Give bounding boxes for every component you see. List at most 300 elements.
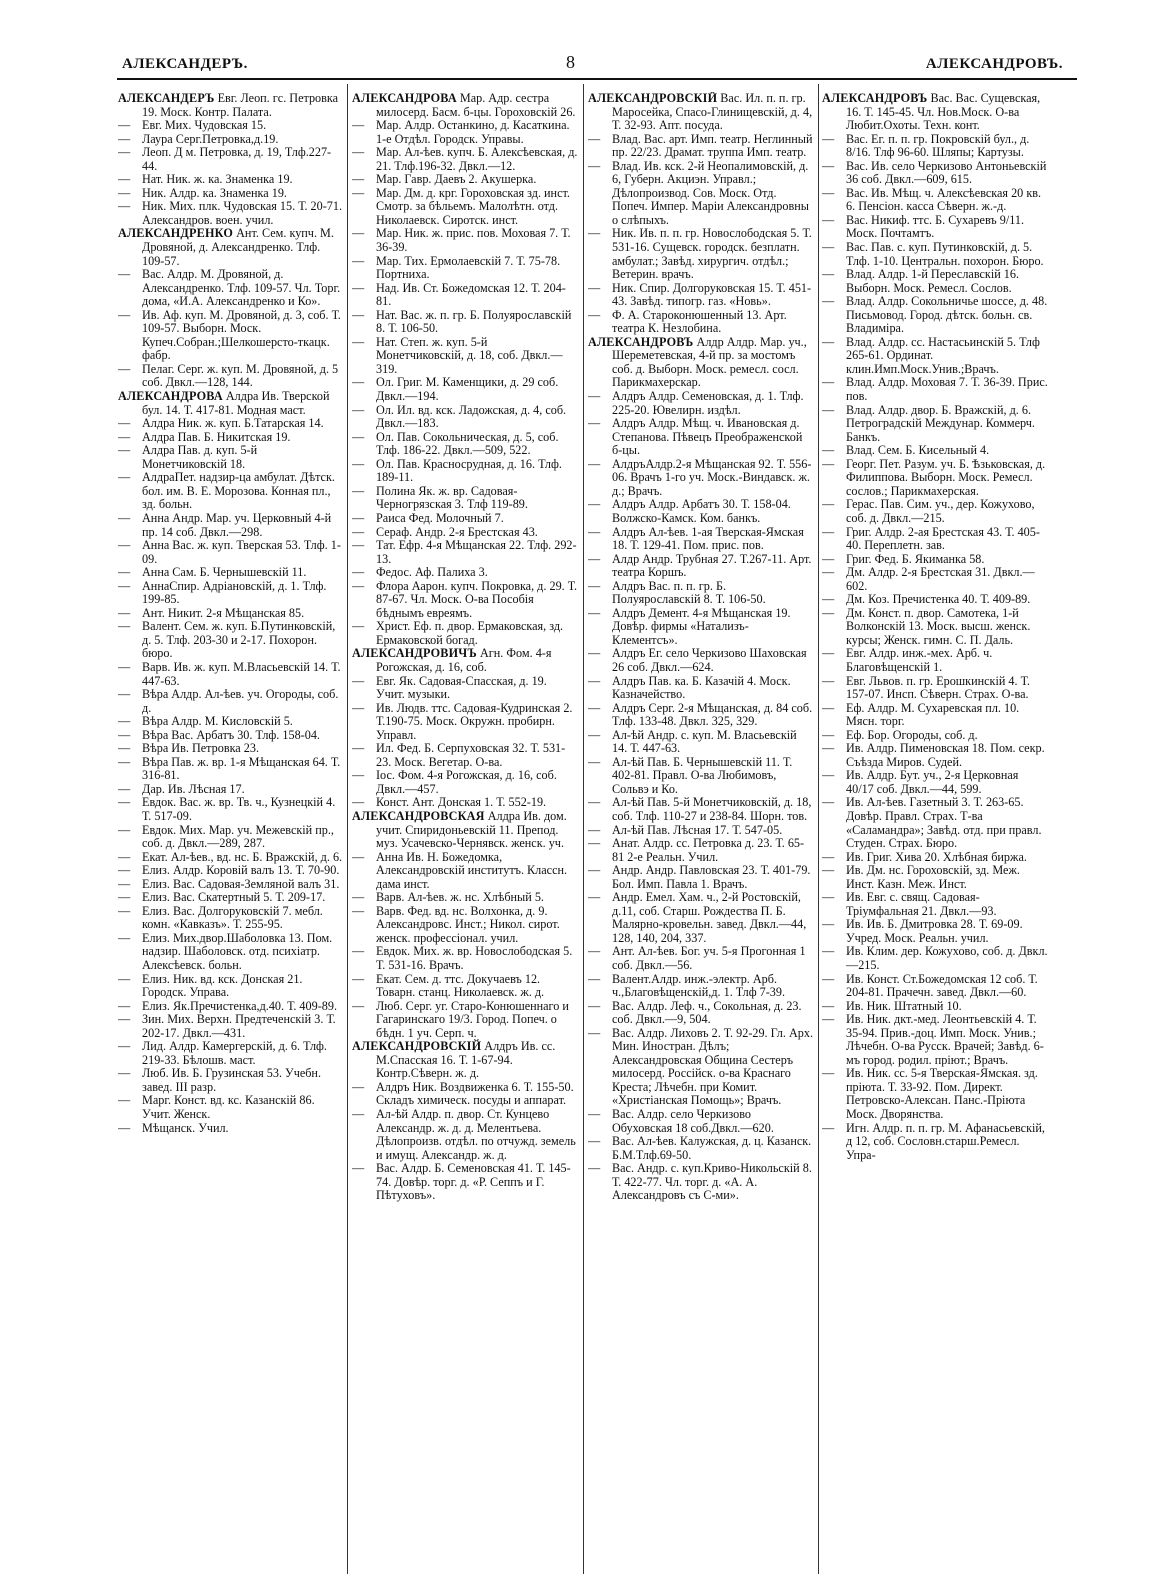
ditto-dash: — — [118, 1012, 131, 1027]
surname-headword: АЛЕКСАНДЕРЪ — [118, 92, 215, 105]
entry-text: Варв. Фед. вд. нс. Волхонка, д. 9. Александровс. Инст.; Никол. сирот. женск. профессіонал. учил. — [376, 903, 560, 945]
ditto-dash: — — [588, 1107, 601, 1122]
directory-entry — [118, 864, 344, 878]
directory-entry — [352, 404, 578, 431]
ditto-dash: — — [822, 673, 835, 688]
ditto-dash: — — [588, 524, 601, 539]
directory-entry — [118, 851, 344, 865]
entry-text: Елиз. Вас. Долгоруковскій 7. мебл. комн. «Кавказъ». Т. 255-95. — [142, 903, 323, 932]
ditto-dash: — — [118, 131, 131, 146]
ditto-dash: — — [118, 443, 131, 458]
ditto-dash: — — [588, 605, 601, 620]
entry-text: Елиз. Як.Пречистенка,д.40. Т. 409-89. — [142, 998, 337, 1013]
ditto-dash: — — [352, 849, 365, 864]
entry-text: Варв. Ив. ж. куп. М.Власьевскій 14. Т. 447-63. — [142, 659, 341, 688]
entry-text: Влад. Алдр. двор. Б. Вражскій, д. 6. Петроградскій Междунар. Коммерч. Банкъ. — [846, 402, 1035, 444]
directory-entry — [118, 580, 344, 607]
ditto-dash: — — [588, 226, 601, 241]
entry-text: Вас. Андр. с. куп.Криво-Никольскій 8. Т. 422-77. Чл. торг. д. «А. А. Александровъ съ С-ми». — [612, 1161, 812, 1203]
directory-entry — [822, 607, 1048, 648]
entry-text: Сераф. Андр. 2-я Брестская 43. — [376, 524, 538, 539]
entry-text: Раиса Фед. Молочный 7. — [376, 510, 504, 525]
entry-text: Анна Андр. Мар. уч. Церковный 4-й пр. 14 соб. Двкл.—298. — [142, 510, 332, 539]
entry-text: Влад. Вас. арт. Имп. театр. Неглинный пр. 22/23. Драмат. труппа Имп. театр. — [612, 131, 813, 160]
ditto-dash: — — [588, 646, 601, 661]
directory-entry — [352, 1000, 578, 1041]
ditto-dash: — — [822, 551, 835, 566]
entry-text: Алдръ Серг. 2-я Мѣщанская, д. 84 соб. Тлф. 133-48. Двкл. 325, 329. — [612, 700, 813, 729]
entry-text: Алдръ Ал-ѣев. 1-ая Тверская-Ямская 18. Т. 129-41. Пом. прис. пов. — [612, 524, 804, 553]
ditto-dash: — — [118, 754, 131, 769]
ditto-dash: — — [352, 402, 365, 417]
entry-text: Нат. Ник. ж. ка. Знаменка 19. — [142, 172, 293, 187]
directory-entry — [822, 376, 1048, 403]
directory-entry — [822, 566, 1048, 593]
entry-text: Люб. Серг. уг. Старо-Конюшеннаго и Гагаринскаго 19/3. Город. Попеч. о бѣдн. 1 уч. Серп. ч. — [376, 998, 569, 1040]
directory-entry — [588, 1162, 814, 1203]
ditto-dash: — — [822, 727, 835, 742]
directory-entry — [822, 241, 1048, 268]
directory-entry — [118, 1094, 344, 1121]
entry-text: Влад. Ив. кск. 2-й Неопалимовскій, д. 6, Губерн. Акциэн. Управл.; Дѣлопроизвод. Сов. Моск. Отд. Попеч. Импер. Маріи Александровны о слѣпыхъ. — [612, 158, 809, 227]
ditto-dash: — — [588, 497, 601, 512]
directory-entry — [822, 160, 1048, 187]
entry-text: Алдр Алдр. Мар. уч., Шереметевская, 4-й пр. за мостомъ соб. д. Выборн. Моск. ремесл. сосл. Парикмахерскар. — [612, 334, 807, 390]
ditto-dash: — — [118, 1093, 131, 1108]
directory-entry — [118, 444, 344, 471]
directory-entry — [588, 973, 814, 1000]
directory-entry — [588, 796, 814, 823]
directory-entry — [588, 1000, 814, 1027]
entry-text: Алдр Андр. Трубная 27. Т.267-11. Арт. театра Коршъ. — [612, 551, 812, 580]
ditto-dash: — — [822, 158, 835, 173]
directory-entry-heading — [352, 1040, 578, 1081]
entry-text: Ив. Григ. Хива 20. Хлѣбная биржа. — [846, 849, 1027, 864]
ditto-dash: — — [822, 646, 835, 661]
entry-text: Христ. Еф. п. двор. Ермаковская, зд. Ермаковской богад. — [376, 619, 564, 647]
directory-entry — [822, 444, 1048, 458]
ditto-dash: — — [588, 890, 601, 905]
ditto-dash: — — [118, 890, 131, 905]
directory-entry — [352, 336, 578, 377]
directory-entry — [118, 431, 344, 445]
directory-entry — [118, 471, 344, 512]
entry-text: Ник. Мих. плк. Чудовская 15. Т. 20-71. Александров. воен. учил. — [142, 199, 343, 227]
ditto-dash: — — [118, 510, 131, 525]
directory-entry — [118, 1000, 344, 1014]
entry-text: Лид. Алдр. Камергерскій, д. 6. Тлф. 219-33. Бѣлошв. маст. — [142, 1039, 327, 1067]
ditto-dash: — — [588, 754, 601, 769]
entry-text: Алдръ Демент. 4-я Мѣщанская 19. Довѣр. фирмы «Натализъ-Клементсъ». — [612, 605, 791, 647]
directory-entry — [822, 647, 1048, 674]
entry-text: Алдръ Пав. ка. Б. Казачій 4. Моск. Казначейство. — [612, 673, 791, 702]
entry-text: АлдраПет. надзир-ца амбулат. Дѣтск. бол. им. В. Е. Морозова. Конная пл., зд. больн. — [142, 470, 335, 512]
entry-text: Алдръ Ив. сс. М.Спасская 16. Т. 1-67-94. Контр.Сѣверн. ж. д. — [376, 1039, 556, 1081]
directory-entry — [588, 498, 814, 525]
ditto-dash: — — [118, 863, 131, 878]
directory-entry — [118, 620, 344, 661]
ditto-dash: — — [822, 212, 835, 227]
ditto-dash: — — [822, 334, 835, 349]
entry-text: Алдръ Вас. п. п. гр. Б. Полуярославскій 8. Т. 106-50. — [612, 578, 766, 607]
surname-headword: АЛЕКСАНДРЕНКО — [118, 226, 234, 241]
directory-entry — [822, 945, 1048, 972]
entry-text: Алдръ Алдр. Семеновская, д. 1. Тлф. 225-20. Ювелирн. издѣл. — [612, 389, 804, 417]
directory-entry — [822, 1122, 1048, 1163]
ditto-dash: — — [352, 429, 365, 444]
entry-text: Вѣра Ив. Петровка 23. — [142, 741, 260, 756]
entry-text: Вас. Никиф. ттс. Б. Сухаревъ 9/11. Моск. Почтамтъ. — [846, 212, 1025, 241]
directory-entry — [118, 173, 344, 187]
entry-text: Елиз. Ник. вд. кск. Донская 21. Городск. Управа. — [142, 971, 303, 1000]
directory-entry — [822, 526, 1048, 553]
entry-text: Вас. Алдр. Леф. ч., Сокольная, д. 23. соб. Двкл.—9, 504. — [612, 998, 802, 1027]
ditto-dash: — — [352, 145, 365, 160]
entry-text: Ал-ѣй Андр. с. куп. М. Власьевскій 14. Т. 447-63. — [612, 727, 797, 756]
directory-entry — [118, 973, 344, 1000]
entry-text: Алдра Ив. дом. учит. Спиридоньевскій 11. Препод. муз. Усачевско-Чернявск. женск. уч. — [376, 808, 567, 851]
ditto-dash: — — [588, 673, 601, 688]
ditto-dash: — — [588, 822, 601, 837]
ditto-dash: — — [352, 456, 365, 471]
entry-text: Агн. Фом. 4-я Рогожская, д. 16, соб. — [376, 646, 552, 674]
entry-text: Ник. Ив. п. п. гр. Новослободская 5. Т. 531-16. Сущевск. городск. безплатн. амбулат.; Завѣд. хирургич. отдѣл.; Ветерин. врачъ. — [612, 226, 812, 282]
ditto-dash: — — [822, 917, 835, 932]
directory-entry — [822, 1067, 1048, 1121]
directory-entry — [118, 661, 344, 688]
entry-text: Ил. Фед. Б. Серпуховская 32. Т. 531-23. Моск. Вегетар. О-ва. — [376, 741, 566, 769]
page-header — [0, 0, 1163, 90]
entry-text: Андр. Емел. Хам. ч., 2-й Ростовскій, д.11, соб. Старш. Рождества П. Б. Малярно-кровельн. завед. Двкл.—44, 128, 140, 204, 337. — [612, 890, 807, 945]
directory-entry — [352, 742, 578, 769]
ditto-dash: — — [118, 714, 131, 729]
entry-text: Алдръ Ник. Воздвиженка 6. Т. 155-50. Складъ химическ. посуды и аппарат. — [376, 1079, 574, 1108]
entry-text: Ант. Ал-ѣев. Бог. уч. 5-я Прогонная 1 соб. Двкл.—56. — [612, 944, 806, 972]
entry-text: Алдръ Алдр. Арбатъ 30. Т. 158-04. Волжско-Камск. Ком. банкъ. — [612, 497, 791, 525]
entry-text: Ник. Алдр. ка. Знаменка 19. — [142, 185, 287, 200]
directory-entry — [588, 309, 814, 336]
directory-entry — [822, 404, 1048, 445]
entry-text: Дм. Коз. Пречистенка 40. Т. 409-89. — [846, 592, 1031, 607]
directory-entry — [352, 539, 578, 566]
surname-headword: АЛЕКСАНДРОВСКАЯ — [352, 808, 485, 823]
entry-text: Вас. Пав. с. куп. Путинковскій, д. 5. Тлф. 1-10. Центральн. похорон. Бюро. — [846, 240, 1044, 268]
entry-text: Евг. Алдр. инж.-мех. Арб. ч. Благовѣщенскій 1. — [846, 646, 993, 674]
directory-entry — [118, 715, 344, 729]
directory-entry — [822, 973, 1048, 1000]
ditto-dash: — — [118, 876, 131, 891]
ditto-dash: — — [352, 1079, 365, 1094]
directory-entry — [352, 431, 578, 458]
directory-entry — [822, 187, 1048, 214]
ditto-dash: — — [118, 361, 131, 376]
directory-entry — [588, 1108, 814, 1135]
ditto-dash: — — [822, 592, 835, 607]
ditto-dash: — — [588, 416, 601, 431]
ditto-dash: — — [822, 497, 835, 512]
directory-entry — [822, 675, 1048, 702]
ditto-dash: — — [822, 795, 835, 810]
ditto-dash: — — [822, 524, 835, 539]
directory-entry — [118, 133, 344, 147]
ditto-dash: — — [822, 863, 835, 878]
directory-entry — [822, 918, 1048, 945]
ditto-dash: — — [822, 294, 835, 309]
entry-text: Мар. Тих. Ермолаевскій 7. Т. 75-78. Портниха. — [376, 253, 561, 282]
ditto-dash: — — [118, 307, 131, 322]
directory-entry — [352, 796, 578, 810]
entry-text: Евдок. Мих. ж. вр. Новослободская 5. Т. 531-16. Врачъ. — [376, 944, 573, 972]
entry-text: Влад. Алдр. Сокольничье шоссе, д. 48. Письмовод. Город. дѣтск. больн. св. Владиміра. — [846, 294, 1048, 336]
directory-entry — [822, 742, 1048, 769]
directory-entry — [118, 824, 344, 851]
entry-text: Ол. Пав. Сокольническая, д. 5, соб. Тлф. 186-22. Двкл.—509, 522. — [376, 429, 559, 458]
directory-entry — [352, 973, 578, 1000]
entry-text: Вас. Ил. п. п. гр. Маросейка, Спасо-Глинищевскій, д. 4, Т. 32-93. Апт. посуда. — [612, 92, 813, 133]
entry-text: Ал-ѣй Пав. Лѣсная 17. Т. 547-05. — [612, 822, 783, 837]
ditto-dash: — — [118, 822, 131, 837]
ditto-dash: — — [822, 131, 835, 146]
ditto-dash: — — [822, 443, 835, 458]
entry-text: Вас. Вас. Сущевская, 16. Т. 145-45. Чл. Нов.Моск. О-ва Любит.Охоты. Техн. конт. — [846, 92, 1041, 133]
ditto-dash: — — [822, 944, 835, 959]
ditto-dash: — — [588, 700, 601, 715]
entry-text: Еф. Бор. Огороды, соб. д. — [846, 727, 978, 742]
entry-text: Леоп. Д м. Петровка, д. 19, Тлф.227-44. — [142, 145, 332, 173]
directory-entry — [588, 647, 814, 674]
ditto-dash: — — [352, 903, 365, 918]
directory-entry — [588, 526, 814, 553]
directory-entry — [118, 607, 344, 621]
ditto-dash: — — [822, 700, 835, 715]
directory-entry — [118, 363, 344, 390]
entry-text: Игн. Алдр. п. п. гр. М. Афанасьевскій, д 12, соб. Сословн.старш.Ремесл. Упра- — [846, 1120, 1045, 1162]
ditto-dash: — — [352, 226, 365, 241]
entry-text: Евг. Львов. п. гр. Ерошкинскій 4. Т. 157-07. Инсп. Сѣверн. Страх. О-ва. — [846, 673, 1030, 702]
directory-entry — [822, 593, 1048, 607]
surname-headword: АЛЕКСАНДРОВИЧЪ — [352, 646, 477, 661]
directory-entry — [118, 268, 344, 309]
entry-text: Елиз. Алдр. Коровій валъ 13. Т. 70-90. — [142, 863, 340, 878]
entry-text: Влад. Алдр. Моховая 7. Т. 36-39. Прис. пов. — [846, 375, 1048, 404]
ditto-dash: — — [118, 781, 131, 796]
directory-entry — [352, 255, 578, 282]
entry-text: Вас. Ал-ѣев. Калужская, д. ц. Казанск. Б.М.Тлф.69-50. — [612, 1134, 812, 1162]
directory-entry — [352, 675, 578, 702]
ditto-dash: — — [118, 538, 131, 553]
entry-text: Варв. Ал-ѣев. ж. нс. Хлѣбный 5. — [376, 890, 544, 905]
directory-entry — [352, 580, 578, 621]
ditto-dash: — — [352, 334, 365, 349]
entry-text: Вас. Ив. село Черкизово Антоньевскій 36 соб. Двкл.—609, 615. — [846, 158, 1047, 187]
directory-entry — [822, 133, 1048, 160]
directory-entry — [352, 891, 578, 905]
entry-text: Мар. Дм. д. крг. Гороховская зд. инст. Смотр. за бѣльемъ. Малолѣтн. отд. Николаевск. Сиротск. инст. — [376, 185, 570, 227]
entry-text: Ив. Клим. дер. Кожухово, соб. д. Двкл.—215. — [846, 944, 1048, 972]
ditto-dash: — — [588, 1025, 601, 1040]
ditto-dash: — — [118, 605, 131, 620]
ditto-dash: — — [352, 1107, 365, 1122]
ditto-dash: — — [588, 998, 601, 1013]
entry-text: Нат. Вас. ж. п. гр. Б. Полуярославскій 8. Т. 106-50. — [376, 307, 572, 336]
ditto-dash: — — [352, 483, 365, 498]
entry-text: Алдра Ник. ж. куп. Б.Татарская 14. — [142, 416, 324, 431]
entry-text: АннаСпир. Адріановскій, д. 1. Тлф. 199-85. — [142, 578, 327, 607]
entry-text: Тат. Ефр. 4-я Мѣщанская 22. Тлф. 292-13. — [376, 538, 577, 566]
directory-entry — [118, 783, 344, 797]
directory-entry — [588, 458, 814, 499]
directory-entry — [118, 417, 344, 431]
ditto-dash: — — [588, 131, 601, 146]
directory-entry — [588, 553, 814, 580]
ditto-dash: — — [118, 930, 131, 945]
entry-text: Ив. Ник. Штатный 10. — [846, 998, 962, 1013]
ditto-dash: — — [352, 944, 365, 959]
directory-entry — [588, 756, 814, 797]
ditto-dash: — — [352, 768, 365, 783]
entry-text: Мар. Алдр. Останкино, д. Касаткина. 1-е Отдѣл. Городск. Управы. — [376, 118, 570, 146]
entry-text: АлдръАлдр.2-я Мѣщанская 92. Т. 556-06. Врачъ 1-го уч. Моск.-Виндавск. ж. д.; Врачъ. — [612, 456, 812, 498]
ditto-dash: — — [822, 402, 835, 417]
ditto-dash: — — [588, 551, 601, 566]
entry-text: Мар. Ник. ж. прис. пов. Моховая 7. Т. 36-39. — [376, 226, 571, 255]
ditto-dash: — — [352, 524, 365, 539]
ditto-dash: — — [118, 172, 131, 187]
directory-entry-heading — [352, 647, 578, 674]
ditto-dash: — — [352, 253, 365, 268]
directory-entry — [352, 526, 578, 540]
entry-text: Евдок. Мих. Мар. уч. Межевскій пр., соб. д. Двкл.—289, 287. — [142, 822, 334, 851]
directory-entry — [352, 769, 578, 796]
surname-headword: АЛЕКСАНДРОВСКІЙ — [588, 92, 718, 105]
entry-text: Ив. Дм. нс. Гороховскій, зд. Меж. Инст. Казн. Меж. Инст. — [846, 863, 1020, 891]
directory-entry — [588, 282, 814, 309]
ditto-dash: — — [822, 185, 835, 200]
directory-entry — [588, 390, 814, 417]
ditto-dash: — — [352, 700, 365, 715]
entry-text: Дм. Алдр. 2-я Брестская 31. Двкл.—602. — [846, 565, 1035, 593]
directory-entry — [352, 485, 578, 512]
ditto-dash: — — [352, 741, 365, 756]
directory-entry — [588, 1027, 814, 1108]
directory-entry — [822, 864, 1048, 891]
directory-entry — [118, 200, 344, 227]
entry-text: Полина Як. ж. вр. Садовая-Черногрязская 3. Тлф 119-89. — [376, 483, 528, 512]
entry-text: Нат. Степ. ж. куп. 5-й Монетчиковскій, д. 18, соб. Двкл.—319. — [376, 334, 563, 376]
directory-entry — [118, 146, 344, 173]
entry-text: Вас. Алдр. Лиховъ 2. Т. 92-29. Гл. Арх. Мин. Иностран. Дѣлъ; Александровская Община Сестеръ милосерд. Россійск. о-ва Краснаго Креста; Лѣчебн. при Комит. «Христіанская Помощь»; Врачъ. — [612, 1025, 813, 1108]
directory-entry — [588, 824, 814, 838]
ditto-dash: — — [822, 565, 835, 580]
ditto-dash: — — [822, 741, 835, 756]
directory-entry — [118, 796, 344, 823]
directory-entry — [352, 1108, 578, 1162]
entry-text: Ол. Григ. М. Каменщики, д. 29 соб. Двкл.—194. — [376, 375, 559, 404]
entry-text: Федос. Аф. Палиха 3. — [376, 565, 488, 580]
ditto-dash: — — [118, 185, 131, 200]
directory-entry — [822, 1013, 1048, 1067]
entry-text: Ив. Ив. Б. Дмитровка 28. Т. 69-09. Учред. Моск. Реальн. учил. — [846, 917, 1023, 945]
surname-headword: АЛЕКСАНДРОВА — [118, 389, 223, 404]
directory-column-3 — [588, 92, 814, 1572]
ditto-dash: — — [822, 890, 835, 905]
directory-entry — [822, 458, 1048, 499]
entry-text: Дар. Ив. Лѣсная 17. — [142, 781, 245, 796]
entry-text: Над. Ив. Ст. Божедомская 12. Т. 204-81. — [376, 280, 566, 309]
entry-text: Елиз. Вас. Скатертный 5. Т. 209-17. — [142, 890, 326, 905]
directory-entry — [822, 214, 1048, 241]
ditto-dash: — — [352, 538, 365, 553]
ditto-dash: — — [588, 795, 601, 810]
ditto-dash: — — [352, 971, 365, 986]
directory-entry — [588, 891, 814, 945]
ditto-dash: — — [822, 375, 835, 390]
directory-entry — [118, 742, 344, 756]
ditto-dash: — — [588, 578, 601, 593]
ditto-dash: — — [822, 1120, 835, 1135]
directory-entry — [822, 498, 1048, 525]
ditto-dash: — — [822, 267, 835, 282]
ditto-dash: — — [352, 280, 365, 295]
directory-entry-heading — [118, 390, 344, 417]
entry-text: Ал-ѣй Пав. 5-й Монетчиковскій, д. 18, соб. Тлф. 110-27 и 238-84. Шорн. тов. — [612, 795, 812, 823]
column-divider — [583, 84, 584, 1574]
entry-text: Анна Вас. ж. куп. Тверская 53. Тлф. 1-09. — [142, 538, 341, 566]
entry-text: Алдра Пав. д. куп. 5-й Монетчиковскій 18. — [142, 443, 258, 471]
entry-text: Вас. Алдр. Б. Семеновская 41. Т. 145-74. Довѣр. торг. д. «Р. Сеппъ и Г. Пѣтуховъ». — [376, 1161, 571, 1203]
entry-text: Пелаг. Серг. ж. куп. М. Дровяной, д. 5 соб. Двкл.—128, 144. — [142, 361, 339, 390]
page-number: 8 — [566, 52, 575, 72]
directory-entry — [352, 458, 578, 485]
ditto-dash: — — [588, 158, 601, 173]
entry-text: Люб. Ив. Б. Грузинская 53. Учебн. завед. III разр. — [142, 1066, 321, 1094]
directory-entry — [352, 945, 578, 972]
directory-entry — [352, 1162, 578, 1203]
entry-text: Ол. Пав. Красносрудная, д. 16. Тлф. 189-11. — [376, 456, 562, 485]
entry-text: Ив. Ал-ѣев. Газетный 3. Т. 263-65. Довѣр. Правл. Страх. Т-ва «Саламандра»; Завѣд. отд. при правл. Студен. Страх. Бюро. — [846, 795, 1042, 851]
ditto-dash: — — [118, 578, 131, 593]
entry-text: Ив. Конст. Ст.Божедомская 12 соб. Т. 204-81. Прачечн. завед. Двкл.—60. — [846, 971, 1038, 1000]
directory-entry — [352, 1081, 578, 1108]
ditto-dash: — — [118, 145, 131, 160]
entry-text: Вас. Ег. п. п. гр. Покровскій бул., д. 8/16. Тлф 96-60. Шляпы; Картузы. — [846, 131, 1030, 160]
directory-entry — [118, 1067, 344, 1094]
entry-text: Ив. Алдр. Бут. уч., 2-я Церковная 40/17 соб. Двкл.—44, 599. — [846, 768, 1019, 796]
ditto-dash: — — [118, 619, 131, 634]
directory-entry — [118, 187, 344, 201]
directory-entry — [588, 607, 814, 648]
entry-text: Влад. Сем. Б. Кисельный 4. — [846, 443, 990, 458]
ditto-dash: — — [118, 849, 131, 864]
directory-entry — [588, 729, 814, 756]
entry-text: Анна Сам. Б. Чернышевскій 11. — [142, 565, 307, 580]
directory-entry — [118, 566, 344, 580]
entry-text: Ив. Евг. с. свящ. Садовая-Тріумфальная 21. Двкл.—93. — [846, 890, 997, 918]
ditto-dash: — — [588, 944, 601, 959]
entry-text: Анат. Алдр. сс. Петровка д. 23. Т. 65-81 2-е Реальн. Учил. — [612, 836, 805, 864]
ditto-dash: — — [588, 863, 601, 878]
directory-entry — [118, 539, 344, 566]
ditto-dash: — — [352, 565, 365, 580]
ditto-dash: — — [588, 1134, 601, 1149]
entry-text: Ал-ѣй Пав. Б. Чернышевскій 11. Т. 402-81. Правл. О-ва Любимовъ, Сольвэ и Ко. — [612, 754, 793, 796]
entry-text: Еф. Алдр. М. Сухаревская пл. 10. Мясн. торг. — [846, 700, 1020, 729]
ditto-dash: — — [822, 768, 835, 783]
surname-headword: АЛЕКСАНДРОВА — [352, 92, 457, 105]
directory-entry — [352, 119, 578, 146]
directory-entry — [588, 580, 814, 607]
directory-entry-heading — [822, 92, 1048, 133]
